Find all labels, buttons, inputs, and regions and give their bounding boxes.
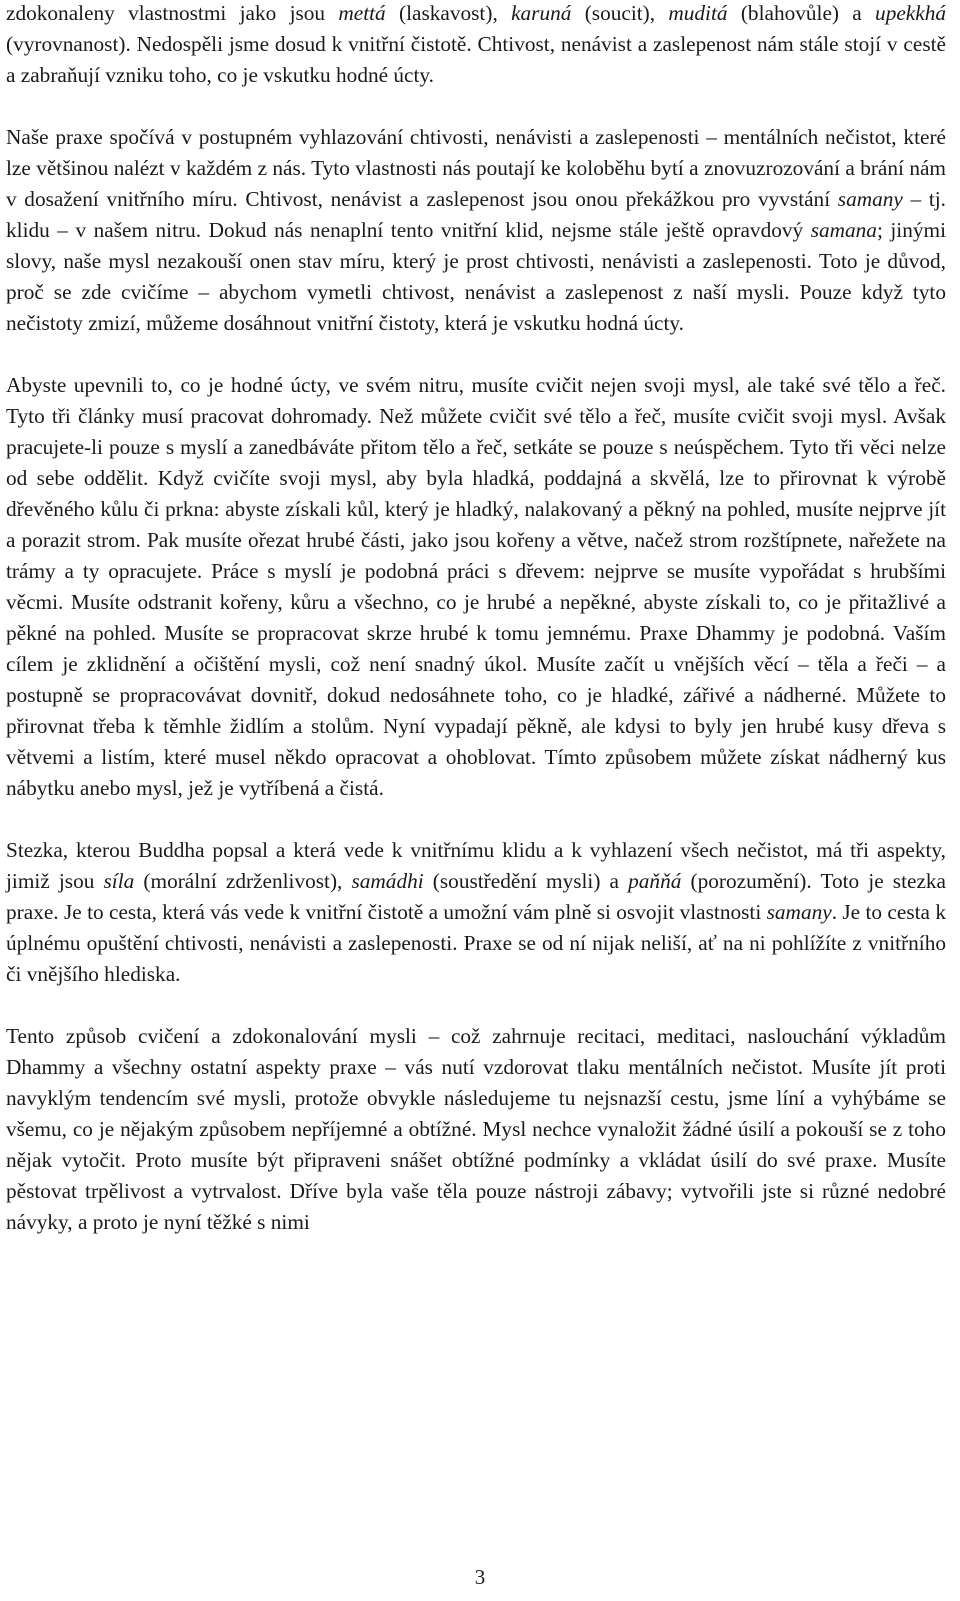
text-segment: (soucit), xyxy=(571,1,669,25)
text-segment: . Je to cesta k úplnému opuštění chtivosti, nenávisti a zaslepenosti. Praxe se od ní nijak neliší, ať na ni pohlížíte z vnitřního či vnějšího hlediska. xyxy=(6,900,946,986)
text-segment: (morální zdrženlivost), xyxy=(134,869,352,893)
italic-term: samany xyxy=(766,900,832,924)
paragraph-1 xyxy=(6,0,946,91)
italic-term: karuná xyxy=(511,1,572,25)
text-segment: – tj. klidu – v našem nitru. Dokud nás nenaplní tento vnitřní klid, nejsme stále ještě opravdový xyxy=(6,187,946,242)
italic-term: samádhi xyxy=(351,869,424,893)
paragraph-4 xyxy=(6,835,946,990)
text-segment: (porozumění). Toto je stezka praxe. Je to cesta, která vás vede k vnitřní čistotě a umožní vám plně si osvojit vlastnosti xyxy=(6,869,947,924)
page-number: 3 xyxy=(474,1565,486,1589)
italic-term: samana xyxy=(810,218,877,242)
text-segment: Tento způsob cvičení a zdokonalování mysli – což zahrnuje recitaci, meditaci, naslouchání výkladům Dhammy a všechny ostatní aspekty praxe – vás nutí vzdorovat tlaku mentálních nečistot. Musíte jít proti navyklým tendencím své mysli, protože obvykle následujeme tu nejsnazší cestu, jsme líní a vyhýbáme se všemu, co je nějakým způsobem nepříjemné a obtížné. Mysl nechce vynaložit žádné úsilí a pokouší se z toho nějak vytočit. Proto musíte být připraveni snášet obtížné podmínky a vkládat úsilí do své praxe. Musíte pěstovat trpělivost a vytrvalost. Dříve byla vaše těla pouze nástroji zábavy; vytvořili jste si různé nedobré návyky, a proto je nyní těžké s nimi xyxy=(6,1024,946,1234)
italic-term: paňňá xyxy=(628,869,682,893)
italic-term: mettá xyxy=(338,1,386,25)
italic-term: upekkhá xyxy=(875,1,946,25)
text-segment: Stezka, kterou Buddha popsal a která vede k vnitřnímu klidu a k vyhlazení všech nečistot, má tři aspekty, jimiž jsou xyxy=(6,838,946,893)
paragraph-2 xyxy=(6,122,946,339)
text-segment: zdokonaleny vlastnostmi jako jsou xyxy=(6,1,339,25)
text-segment: (vyrovnanost). Nedospěli jsme dosud k vnitřní čistotě. Chtivost, nenávist a zaslepenost nám stále stojí v cestě a zabraňují vzniku toho, co je vskutku hodné úcty. xyxy=(6,32,946,87)
italic-term: samany xyxy=(837,187,903,211)
italic-term: muditá xyxy=(668,1,728,25)
text-segment: ; jinými slovy, naše mysl nezakouší onen stav míru, který je prost chtivosti, nenávisti a zaslepenosti. Toto je důvod, proč se zde cvičíme – abychom vymetli chtivost, nenávist a zaslepenost z naší mysli. Pouze když tyto nečistoty zmizí, můžeme dosáhnout vnitřní čistoty, která je vskutku hodná úcty. xyxy=(6,218,946,335)
paragraph-3 xyxy=(6,370,946,804)
text-segment: (blahovůle) a xyxy=(727,1,876,25)
text-segment: Naše praxe spočívá v postupném vyhlazování chtivosti, nenávisti a zaslepenosti – mentálních nečistot, které lze většinou nalézt v každém z nás. Tyto vlastnosti nás poutají ke koloběhu bytí a znovuzrozování a brání nám v dosažení vnitřního míru. Chtivost, nenávist a zaslepenost jsou onou překážkou pro vyvstání xyxy=(6,125,946,211)
paragraph-5 xyxy=(6,1021,946,1238)
text-segment: (soustředění mysli) a xyxy=(423,869,629,893)
italic-term: síla xyxy=(103,869,135,893)
text-segment: (laskavost), xyxy=(385,1,512,25)
body-text xyxy=(6,0,946,1238)
text-segment: Abyste upevnili to, co je hodné úcty, ve svém nitru, musíte cvičit nejen svoji mysl, ale také své tělo a řeč. Tyto tři články musí pracovat dohromady. Než můžete cvičit své tělo a řeč, musíte cvičit svoji mysl. Avšak pracujete-li pouze s myslí a zanedbáváte přitom tělo a řeč, setkáte se pouze s neúspěchem. Tyto tři věci nelze od sebe oddělit. Když cvičíte svoji mysl, aby byla hladká, poddajná a skvělá, lze to přirovnat k výrobě dřevěného kůlu či prkna: abyste získali kůl, který je hladký, nalakovaný a pěkný na pohled, musíte nejprve jít a porazit strom. Pak musíte ořezat hrubé části, jako jsou kořeny a větve, načež strom rozštípnete, nařežete na trámy a ty opracujete. Práce s myslí je podobná práci s dřevem: nejprve se musíte vypořádat s hrubšími věcmi. Musíte odstranit kořeny, kůru a všechno, co je hrubé a nepěkné, abyste získali to, co je přitažlivé a pěkné na pohled. Musíte se propracovat skrze hrubé k tomu jemnému. Praxe Dhammy je podobná. Vaším cílem je zklidnění a očištění mysli, což není snadný úkol. Musíte začít u vnějších věcí – těla a řeči – a postupně se propracovávat dovnitř, dokud nedosáhnete toho, co je hladké, zářivé a nádherné. Můžete to přirovnat třeba k těmhle židlím a stolům. Nyní vypadají pěkně, ale kdysi to byly jen hrubé kusy dřeva s větvemi a listím, které musel někdo opracovat a ohoblovat. Tímto způsobem můžete získat nádherný kus nábytku anebo mysl, jež je vytříbená a čistá. xyxy=(6,373,946,800)
